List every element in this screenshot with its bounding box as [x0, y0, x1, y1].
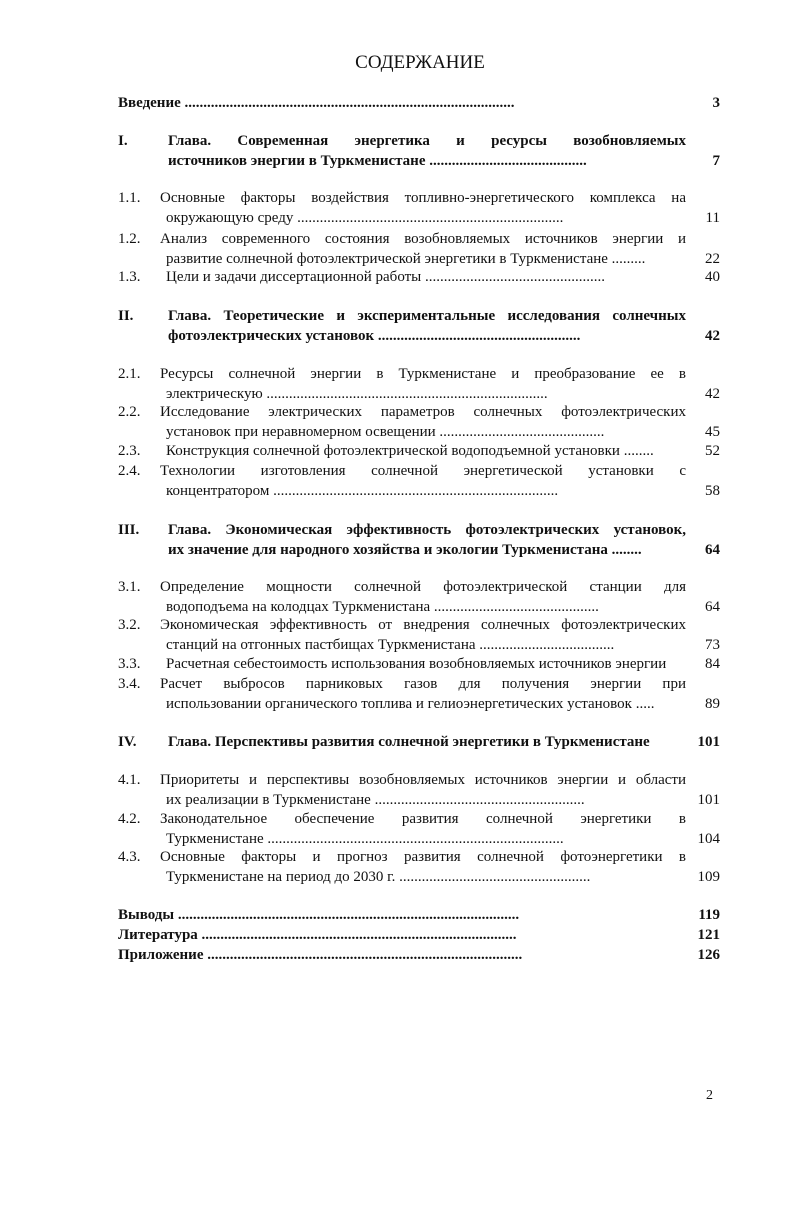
entry-title-line: Цели и задачи диссертационной работы ................................................ [166, 269, 605, 285]
toc-entry [118, 268, 720, 288]
entry-page: 126 [697, 947, 720, 963]
entry-title-line: Глава. Экономическая эффективность фотоэлектрических установок, [168, 522, 686, 538]
toc-entry [118, 442, 720, 462]
entry-page: 40 [705, 269, 720, 285]
entry-number: 4.1. [118, 772, 141, 788]
entry-number: 3.3. [118, 656, 141, 672]
entry-title-line: их реализации в Туркменистане ........................................................ [166, 791, 585, 808]
entry-title-line: источников энергии в Туркменистане .......................................... [168, 152, 587, 169]
entry-title-line: Приложение .................................................................................... [118, 947, 523, 963]
toc-entry [118, 578, 720, 617]
toc-entry [118, 307, 720, 346]
entry-title-line: их значение для народного хозяйства и экологии Туркменистана ........ [168, 541, 642, 558]
entry-page: 11 [705, 209, 720, 226]
entry-title-line: Конструкция солнечной фотоэлектрической водоподъемной установки ........ [166, 443, 654, 459]
entry-title-line: Основные факторы воздействия топливно-энергетического комплекса на [160, 190, 686, 206]
entry-title-line: Технологии изготовления солнечной энергетической установки с [160, 463, 686, 479]
entry-title-line: Расчетная себестоимость использования возобновляемых источников энергии [166, 656, 667, 672]
entry-page: 45 [705, 423, 720, 440]
entry-number: 3.1. [118, 579, 141, 595]
entry-page: 109 [697, 868, 720, 885]
entry-title-line: Выводы ........................................................................................... [118, 907, 520, 923]
entry-page: 3 [712, 95, 720, 111]
entry-title-line: Приоритеты и перспективы возобновляемых источников энергии и области [160, 772, 686, 788]
entry-title-line: водоподъема на колодцах Туркменистана ............................................ [166, 598, 599, 615]
entry-number: 4.3. [118, 849, 141, 865]
entry-page: 119 [698, 907, 720, 923]
entry-number: 1.2. [118, 231, 141, 247]
entry-title-line: Туркменистане ............................................................................... [166, 830, 564, 847]
toc-entry [118, 189, 720, 228]
page-number: 2 [706, 1088, 713, 1103]
entry-title-line: установок при неравномерном освещении ............................................ [166, 423, 605, 440]
entry-page: 52 [705, 443, 720, 459]
toc-entry [118, 365, 720, 404]
entry-number: 2.4. [118, 463, 141, 479]
entry-title-line: использовании органического топлива и гелиоэнергетических установок ..... [166, 695, 655, 712]
toc-entry [118, 906, 720, 926]
entry-page: 42 [705, 327, 720, 344]
entry-title-line: Исследование электрических параметров солнечных фотоэлектрических [160, 404, 686, 420]
entry-title-line: фотоэлектрических установок ...................................................... [168, 327, 581, 344]
toc-entry [118, 733, 720, 753]
entry-title-line: концентратором ............................................................................ [166, 482, 559, 499]
entry-title-line: Законодательное обеспечение развития солнечной энергетики в [160, 811, 686, 827]
entry-title-line: Туркменистане на период до 2030 г. ................................................... [166, 868, 591, 885]
entry-title-line: Определение мощности солнечной фотоэлектрической станции для [160, 579, 686, 595]
entry-title-line: Основные факторы и прогноз развития солнечной фотоэнергетики в [160, 849, 686, 865]
toc-entry [118, 771, 720, 810]
entry-page: 22 [705, 250, 720, 267]
entry-number: 1.3. [118, 269, 141, 285]
toc-entry [118, 462, 720, 501]
entry-number: IV. [118, 734, 137, 750]
entry-title-line: Глава. Теоретические и экспериментальные исследования солнечных [168, 308, 686, 324]
entry-title-line: Ресурсы солнечной энергии в Туркменистане и преобразование ее в [160, 366, 686, 382]
entry-title-line: станций на отгонных пастбищах Туркменистана .................................... [166, 636, 615, 653]
page-title: СОДЕРЖАНИЕ [355, 52, 485, 73]
entry-page: 101 [697, 791, 720, 808]
entry-page: 101 [697, 734, 720, 750]
entry-page: 89 [705, 695, 720, 712]
entry-title-line: окружающую среду ....................................................................... [166, 209, 564, 226]
toc-entry [118, 848, 720, 887]
toc-entry [118, 230, 720, 269]
entry-title-line: Глава. Перспективы развития солнечной энергетики в Туркменистане [168, 734, 650, 750]
toc-entry [118, 675, 720, 714]
toc-entry [118, 403, 720, 442]
entry-page: 104 [697, 830, 720, 847]
entry-number: 1.1. [118, 190, 141, 206]
toc-entry [118, 810, 720, 849]
entry-number: 2.1. [118, 366, 141, 382]
entry-title-line: Литература .................................................................................... [118, 927, 517, 943]
toc-entry [118, 132, 720, 171]
toc-entry [118, 616, 720, 655]
entry-page: 121 [697, 927, 720, 943]
entry-title-line: Экономическая эффективность от внедрения солнечных фотоэлектрических [160, 617, 686, 633]
entry-number: III. [118, 522, 140, 538]
entry-number: 3.2. [118, 617, 141, 633]
entry-number: II. [118, 308, 134, 324]
entry-title-line: развитие солнечной фотоэлектрической энергетики в Туркменистане ......... [166, 250, 646, 267]
entry-number: I. [118, 133, 128, 149]
entry-number: 3.4. [118, 676, 141, 692]
entry-page: 73 [705, 636, 720, 653]
entry-page: 42 [705, 385, 720, 402]
entry-title-line: Расчет выбросов парниковых газов для получения энергии при [160, 676, 686, 692]
entry-page: 84 [705, 656, 720, 672]
entry-number: 2.2. [118, 404, 141, 420]
entry-page: 64 [705, 598, 720, 615]
entry-title-line: Введение ........................................................................................ [118, 95, 515, 111]
entry-page: 64 [705, 541, 720, 558]
entry-number: 4.2. [118, 811, 141, 827]
entry-title-line: Анализ современного состояния возобновляемых источников энергии и [160, 231, 686, 247]
toc-entry [118, 521, 720, 560]
toc-entry [118, 946, 720, 966]
entry-title-line: Глава. Современная энергетика и ресурсы возобновляемых [168, 133, 686, 149]
entry-title-line: электрическую ........................................................................... [166, 385, 548, 402]
entry-page: 58 [705, 482, 720, 499]
toc-entry [118, 926, 720, 946]
toc-entry [118, 655, 720, 675]
toc-entry [118, 94, 720, 114]
entry-page: 7 [712, 152, 720, 169]
entry-number: 2.3. [118, 443, 141, 459]
